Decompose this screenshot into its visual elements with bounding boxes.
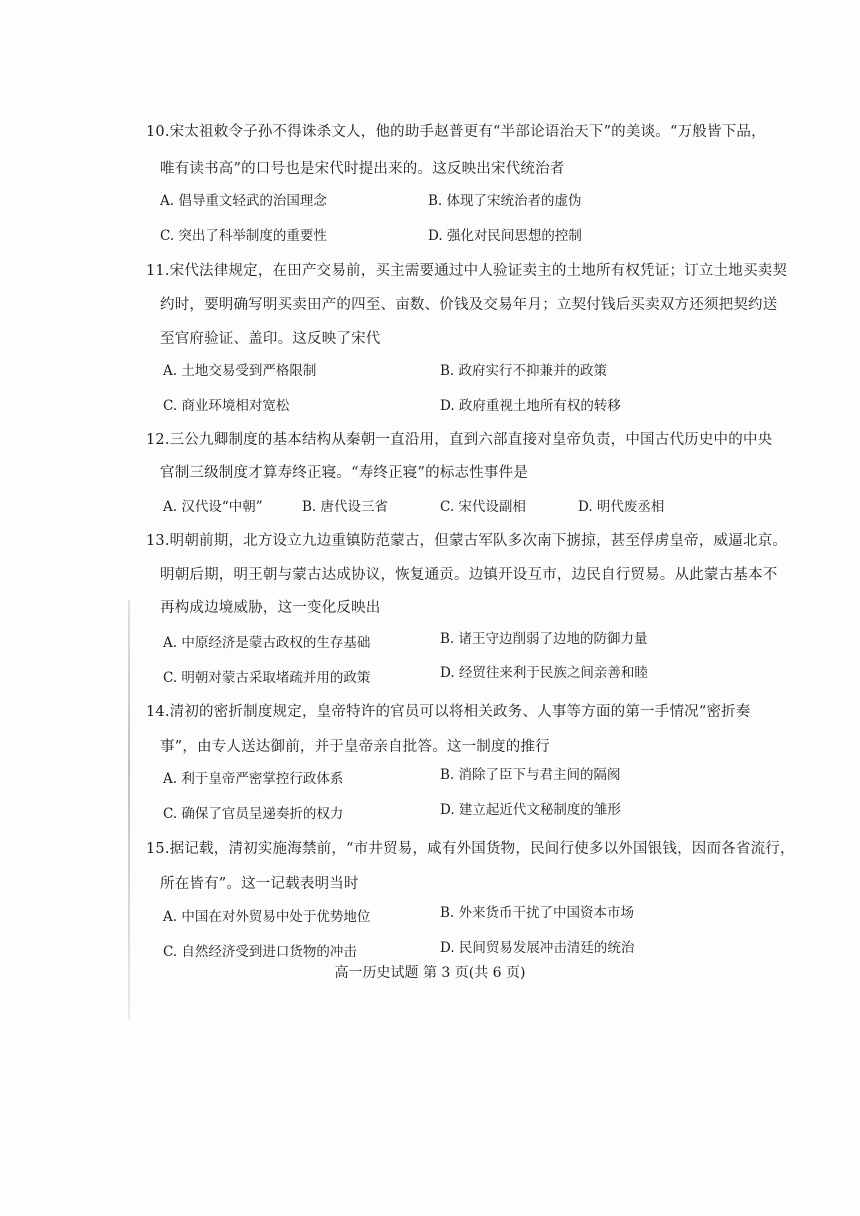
question-line: 官制三级制度才算寿终正寝。“寿终正寝”的标志性事件是 — [160, 465, 529, 481]
question-14 — [146, 702, 751, 757]
question-12 — [146, 430, 773, 483]
option-a: A. 中原经济是蒙古政权的生存基础 — [163, 635, 371, 651]
option-d: D. 强化对民间思想的控制 — [428, 228, 582, 244]
option-a: A. 中国在对外贸易中处于优势地位 — [163, 909, 371, 925]
option-b: B. 诸王守边削弱了边地的防御力量 — [440, 631, 648, 647]
question-10 — [146, 122, 766, 179]
option-c: C. 突出了科举制度的重要性 — [160, 228, 327, 244]
question-line: 再构成边境威胁，这一变化反映出 — [160, 600, 381, 616]
option-c: C. 商业环境相对宽松 — [163, 398, 290, 414]
option-a: A. 倡导重文轻武的治国理念 — [160, 193, 327, 209]
option-b: B. 消除了臣下与君主间的隔阂 — [440, 767, 621, 783]
question-line: 11.宋代法律规定，在田产交易前，买主需要通过中人验证卖主的土地所有权凭证；订立土地买卖契 — [146, 263, 788, 279]
page-footer: 高一历史试题 第 3 页(共 6 页) — [334, 965, 526, 981]
option-d: D. 民间贸易发展冲击清廷的统治 — [440, 940, 635, 956]
question-line: 14.清初的密折制度规定，皇帝特许的官员可以将相关政务、人事等方面的第一手情况“密折奏 — [146, 704, 751, 720]
question-11 — [146, 261, 788, 349]
option-d: D. 明代废丞相 — [578, 499, 665, 515]
question-13 — [146, 531, 788, 618]
option-b: B. 唐代设三省 — [302, 499, 389, 515]
option-c: C. 确保了官员呈递奏折的权力 — [163, 806, 344, 822]
option-d: D. 政府重视土地所有权的转移 — [440, 398, 621, 414]
question-15 — [146, 839, 795, 894]
option-b: B. 体现了宋统治者的虚伪 — [428, 193, 582, 209]
question-line: 15.据记载，清初实施海禁前，“市井贸易，咸有外国货物，民间行使多以外国银钱，因而各省流行， — [146, 841, 795, 857]
option-c: C. 自然经济受到进口货物的冲击 — [163, 944, 357, 960]
option-c: C. 宋代设副相 — [440, 499, 526, 515]
option-b: B. 外来货币干扰了中国资本市场 — [440, 905, 635, 921]
option-d: D. 建立起近代文秘制度的雏形 — [440, 802, 621, 818]
question-line: 13.明朝前期，北方设立九边重镇防范蒙古，但蒙古军队多次南下掳掠，甚至俘虏皇帝，威逼北京。 — [146, 533, 788, 549]
option-a: A. 利于皇帝严密掌控行政体系 — [163, 771, 344, 787]
question-line: 事”，由专人送达御前，并于皇帝亲自批答。这一制度的推行 — [160, 739, 550, 755]
option-b: B. 政府实行不抑兼并的政策 — [440, 363, 608, 379]
question-line: 至官府验证、盖印。这反映了宋代 — [160, 331, 381, 347]
question-line: 明朝后期，明王朝与蒙古达成协议，恢复通贡。边镇开设互市，边民自行贸易。从此蒙古基本不 — [160, 567, 778, 583]
option-c: C. 明朝对蒙古采取堵疏并用的政策 — [163, 670, 371, 686]
question-line: 约时，要明确写明买卖田产的四至、亩数、价钱及交易年月；立契付钱后买卖双方还须把契约送 — [160, 297, 778, 313]
question-line: 所在皆有”。这一记载表明当时 — [160, 876, 359, 892]
question-line: 10.宋太祖敕令子孙不得诛杀文人，他的助手赵普更有“半部论语治天下”的美谈。“万般皆下品， — [146, 124, 766, 140]
scan-edge-shadow — [128, 600, 130, 1020]
option-a: A. 汉代设“中朝” — [163, 499, 263, 515]
option-a: A. 土地交易受到严格限制 — [163, 363, 317, 379]
option-d: D. 经贸往来利于民族之间亲善和睦 — [440, 665, 648, 681]
question-line: 唯有读书高”的口号也是宋代时提出来的。这反映出宋代统治者 — [160, 161, 565, 177]
question-line: 12.三公九卿制度的基本结构从秦朝一直沿用，直到六部直接对皇帝负责，中国古代历史中的中央 — [146, 432, 773, 448]
